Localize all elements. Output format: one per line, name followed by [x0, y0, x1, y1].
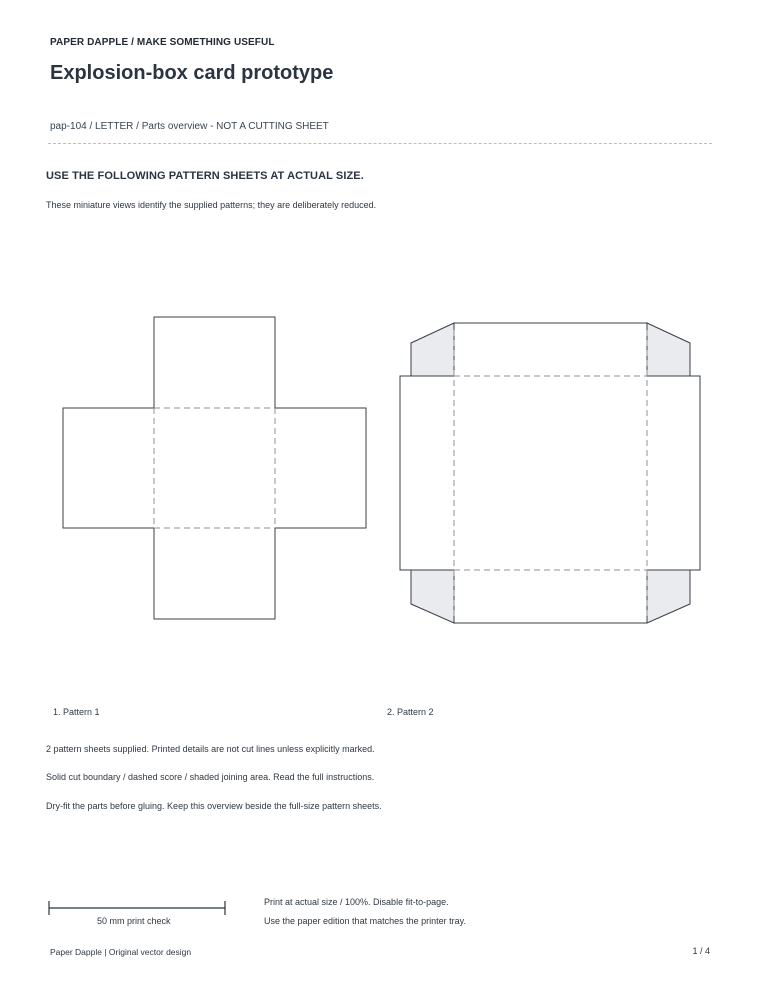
section-intro: These miniature views identify the supplied patterns; they are deliberately reduced.	[46, 200, 377, 210]
print-instruction-1: Print at actual size / 100%. Disable fit-to-page.	[264, 897, 449, 907]
pattern-1-cut-outline	[63, 317, 366, 619]
scale-bar	[49, 901, 225, 915]
scale-bar-label: 50 mm print check	[97, 916, 171, 926]
brand-line: PAPER DAPPLE / MAKE SOMETHING USEFUL	[50, 37, 275, 48]
print-instruction-2: Use the paper edition that matches the printer tray.	[264, 916, 466, 926]
page-title: Explosion-box card prototype	[50, 62, 334, 84]
note-sheets: 2 pattern sheets supplied. Printed details are not cut lines unless explicitly marked.	[46, 744, 375, 754]
section-heading: USE THE FOLLOWING PATTERN SHEETS AT ACTUAL SIZE.	[46, 170, 364, 182]
pattern-2-net	[400, 323, 700, 623]
pattern-1-net	[63, 317, 366, 619]
pattern-1-caption: 1. Pattern 1	[53, 707, 100, 717]
pattern-2-caption: 2. Pattern 2	[387, 707, 434, 717]
document-meta: pap-104 / LETTER / Parts overview - NOT A CUTTING SHEET	[50, 121, 329, 132]
note-dry-fit: Dry-fit the parts before gluing. Keep this overview beside the full-size pattern sheets.	[46, 801, 382, 811]
note-legend: Solid cut boundary / dashed score / shaded joining area. Read the full instructions.	[46, 772, 375, 782]
footer-credit: Paper Dapple | Original vector design	[50, 947, 192, 957]
page-number: 1 / 4	[692, 946, 710, 956]
